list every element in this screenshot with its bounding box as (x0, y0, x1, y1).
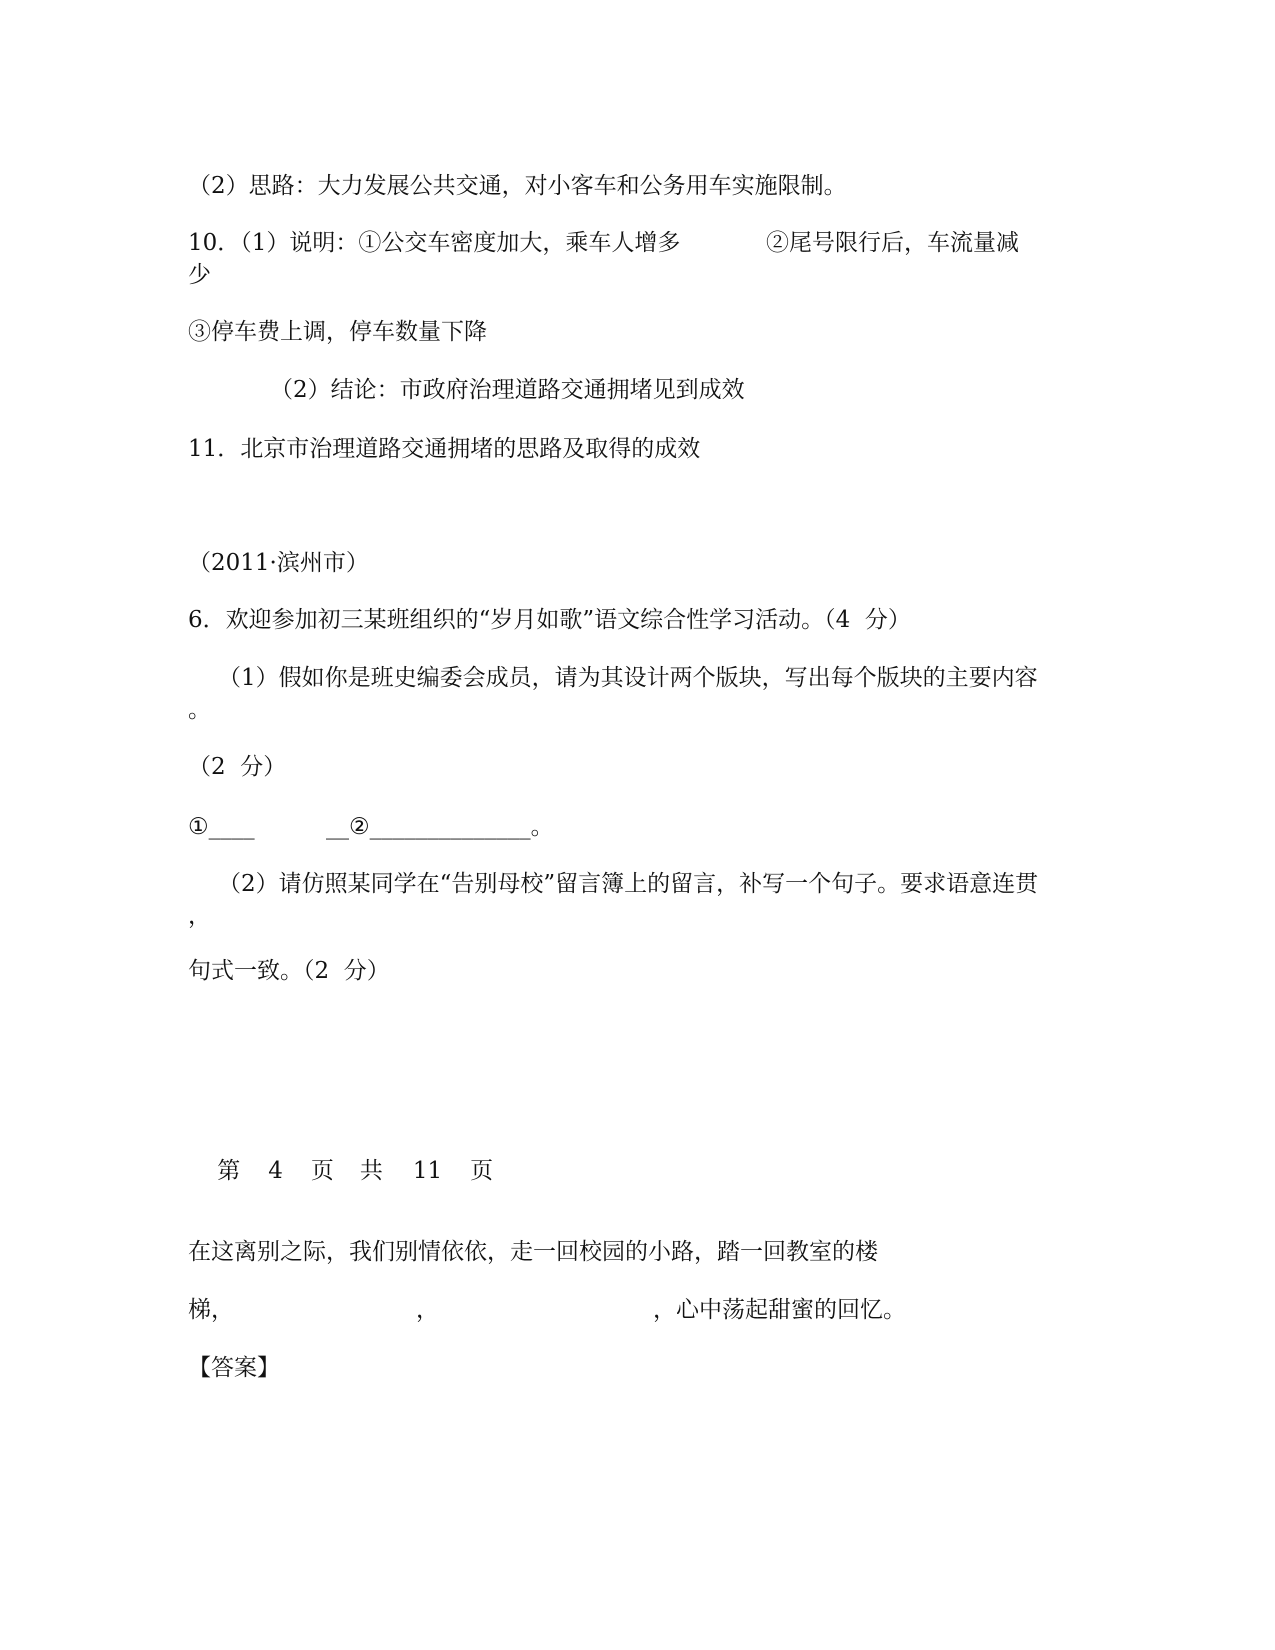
footer-page-number: 4 (268, 1158, 283, 1184)
question-6-part1-score: （2 分） (188, 754, 287, 780)
blank-1: ①____ (188, 814, 255, 840)
footer-ye-2: 页 (470, 1158, 494, 1184)
footer-di: 第 (217, 1158, 241, 1184)
answer-10-part1-cont: ②尾号限行后，车流量减 (766, 230, 1019, 256)
page-footer (188, 1123, 493, 1219)
answer-10-item3: ③停车费上调，停车数量下降 (188, 319, 487, 345)
question-6-part1-wrap: 。 (188, 697, 211, 723)
question-6-title: 6．欢迎参加初三某班组织的“岁月如歌”语文综合性学习活动。（4 分） (188, 607, 911, 633)
answer-10-part1: 10．（1）说明：①公交车密度加大，乘车人增多 (188, 230, 681, 256)
question-6-part2-cont: 句式一致。（2 分） (188, 958, 390, 984)
passage-line-2-comma: ， (416, 1297, 439, 1323)
source-label: （2011·滨州市） (188, 550, 369, 576)
answer-heading: 【答案】 (188, 1355, 280, 1381)
question-6-part2: （2）请仿照某同学在“告别母校”留言簿上的留言，补写一个句子。要求语意连贯 (218, 871, 1039, 897)
question-6-part2-wrap: ， (188, 903, 211, 929)
passage-line-2-start: 梯， (188, 1297, 234, 1323)
footer-ye: 页 (310, 1158, 334, 1184)
footer-total-pages: 11 (412, 1158, 443, 1184)
footer-gong: 共 (359, 1158, 383, 1184)
answer-line-2-approach: （2）思路：大力发展公共交通，对小客车和公务用车实施限制。 (188, 173, 847, 199)
question-6-part1: （1）假如你是班史编委会成员，请为其设计两个版块，写出每个版块的主要内容 (218, 665, 1038, 691)
passage-line-2-end: ，心中荡起甜蜜的回忆。 (653, 1297, 906, 1323)
answer-11: 11．北京市治理道路交通拥堵的思路及取得的成效 (188, 436, 701, 462)
passage-line-1: 在这离别之际，我们别情依依，走一回校园的小路，踏一回教室的楼 (188, 1239, 878, 1265)
answer-10-conclusion: （2）结论：市政府治理道路交通拥堵见到成效 (270, 377, 745, 403)
answer-10-part1-wrap: 少 (188, 262, 211, 288)
blank-2: __②______________。 (326, 814, 554, 840)
